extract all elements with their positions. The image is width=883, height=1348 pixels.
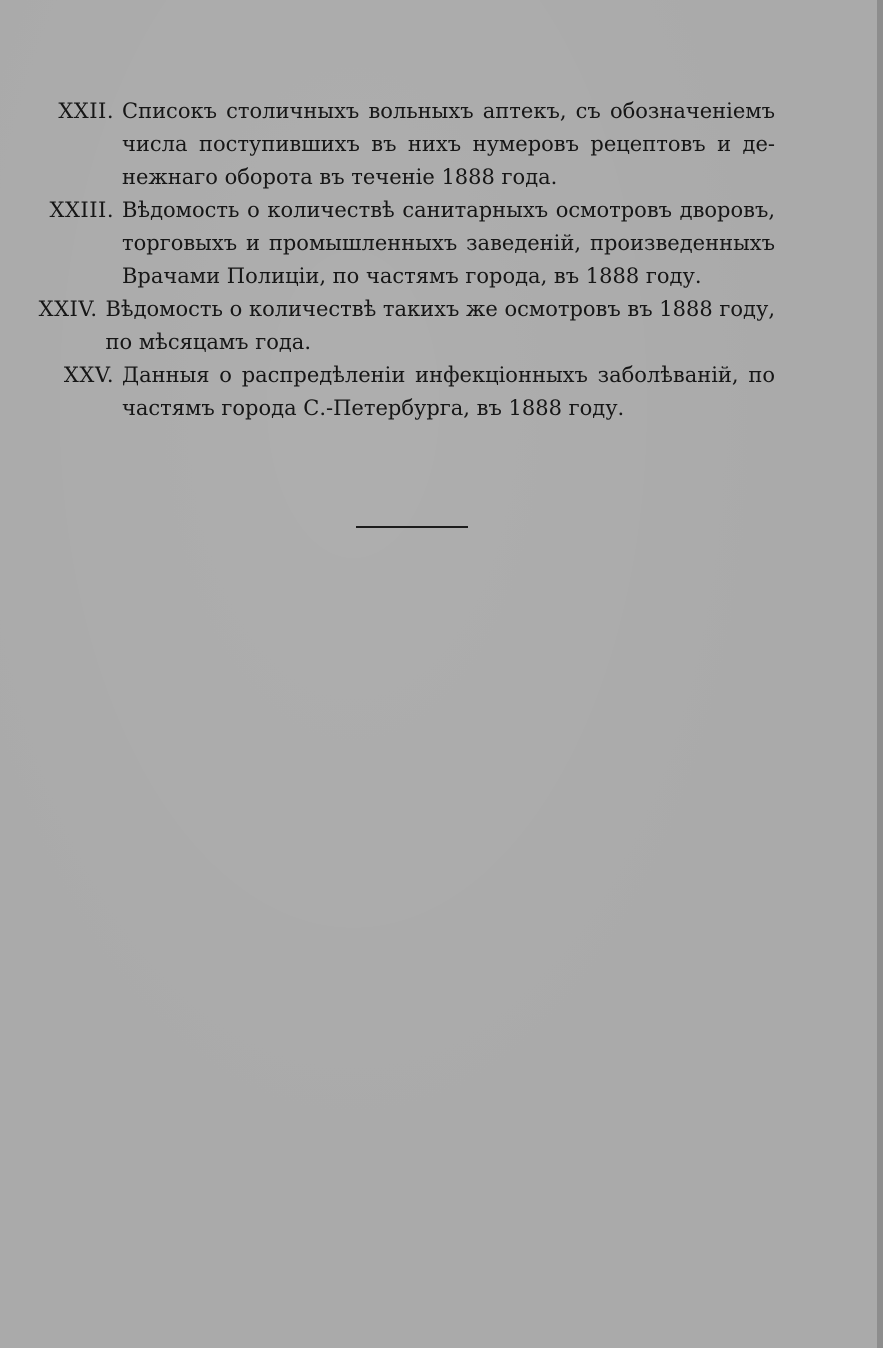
entry-list [30,95,775,425]
entry-numeral: XXIII. [49,198,114,222]
entry-xxiv [30,293,775,359]
entry-line: нежнаго оборота въ теченіе 1888 года. [122,165,558,189]
section-divider-rule [356,526,468,528]
entry-numeral: XXIV. [38,297,98,321]
entry-line: Данныя о распредѣленіи инфекціонныхъ заболѣваній, по [122,363,775,387]
entry-line: частямъ города С.-Петербурга, въ 1888 году. [122,396,625,420]
entry-xxv [30,359,775,425]
entry-line: Списокъ столичныхъ вольныхъ аптекъ, съ обозначеніемъ [122,99,775,123]
entry-numeral: XXII. [58,99,114,123]
entry-text [122,359,775,425]
entry-line: Вѣдомость о количествѣ санитарныхъ осмотровъ дворовъ, [122,198,775,222]
entry-line: торговыхъ и промышленныхъ заведеній, произведенныхъ [122,231,775,255]
entry-text [106,293,776,359]
entry-line: Вѣдомость о количествѣ такихъ же осмотровъ въ 1888 году, [105,297,775,321]
entry-xxiii [30,194,775,293]
entry-line: по мѣсяцамъ года. [105,330,311,354]
entry-line: Врачами Полиціи, по частямъ города, въ 1888 году. [122,264,702,288]
entry-text [122,194,775,293]
entry-numeral: XXV. [63,363,114,387]
entry-line: числа поступившихъ въ нихъ нумеровъ рецептовъ и де- [122,132,775,156]
entry-xxii [30,95,775,194]
entry-text [122,95,775,194]
page-edge [877,0,883,1348]
